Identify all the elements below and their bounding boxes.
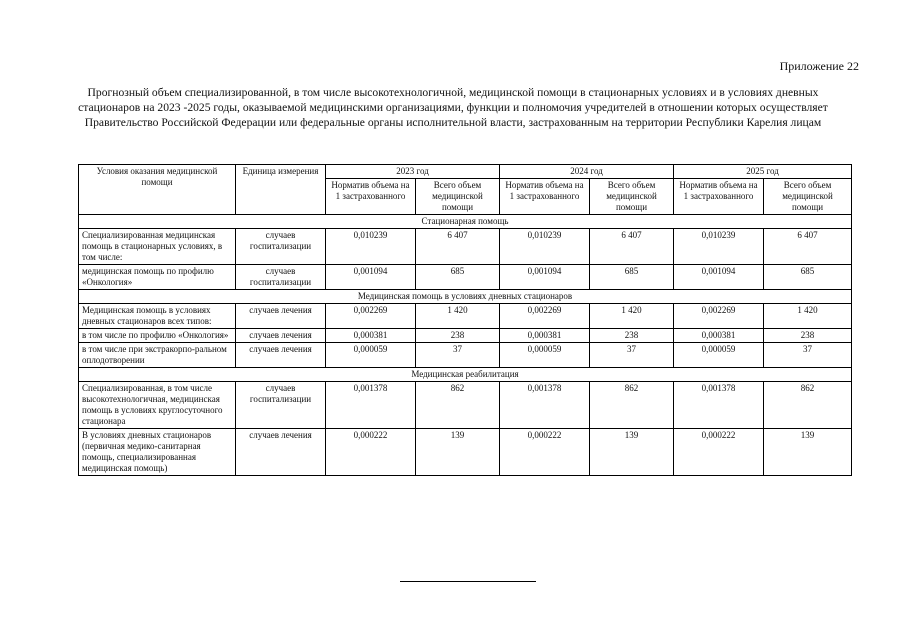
row-name: Медицинская помощь в условиях дневных стационаров всех типов: xyxy=(79,304,236,329)
total-value: 139 xyxy=(590,429,674,476)
header-norm: Норматив объема на 1 застрахованного xyxy=(674,179,764,215)
row-name: В условиях дневных стационаров (первичная медико-санитарная помощь, специализированная медицинская помощь) xyxy=(79,429,236,476)
norm-value: 0,001378 xyxy=(326,382,416,429)
total-value: 685 xyxy=(416,265,500,290)
volume-table xyxy=(78,164,852,476)
total-value: 6 407 xyxy=(590,229,674,265)
total-value: 139 xyxy=(764,429,852,476)
total-value: 862 xyxy=(764,382,852,429)
section-title: Медицинская реабилитация xyxy=(79,368,852,382)
total-value: 139 xyxy=(416,429,500,476)
section-row xyxy=(79,290,852,304)
norm-value: 0,000059 xyxy=(500,343,590,368)
table-row xyxy=(79,329,852,343)
total-value: 37 xyxy=(764,343,852,368)
norm-value: 0,001094 xyxy=(500,265,590,290)
total-value: 862 xyxy=(590,382,674,429)
header-norm: Норматив объема на 1 застрахованного xyxy=(500,179,590,215)
header-year-2025: 2025 год xyxy=(674,165,852,179)
row-unit: случаев госпитализации xyxy=(236,265,326,290)
row-name: в том числе по профилю «Онкология» xyxy=(79,329,236,343)
norm-value: 0,000381 xyxy=(674,329,764,343)
norm-value: 0,000381 xyxy=(500,329,590,343)
row-unit: случаев лечения xyxy=(236,429,326,476)
norm-value: 0,000059 xyxy=(326,343,416,368)
table-row xyxy=(79,304,852,329)
footer-divider xyxy=(400,581,536,582)
norm-value: 0,001378 xyxy=(500,382,590,429)
norm-value: 0,010239 xyxy=(326,229,416,265)
row-unit: случаев госпитализации xyxy=(236,382,326,429)
table-row xyxy=(79,229,852,265)
norm-value: 0,000222 xyxy=(326,429,416,476)
header-total: Всего объем медицинской помощи xyxy=(764,179,852,215)
total-value: 238 xyxy=(764,329,852,343)
section-title: Медицинская помощь в условиях дневных стационаров xyxy=(79,290,852,304)
row-name: Специализированная, в том числе высокотехнологичная, медицинская помощь в условиях круглосуточного стационара xyxy=(79,382,236,429)
norm-value: 0,002269 xyxy=(326,304,416,329)
header-total: Всего объем медицинской помощи xyxy=(416,179,500,215)
appendix-label: Приложение 22 xyxy=(779,59,859,73)
total-value: 1 420 xyxy=(416,304,500,329)
document-title: Прогнозный объем специализированной, в том числе высокотехнологичной, медицинской помощи в стационарных условиях и в условиях дневных стационаров на 2023 -2025 годы, оказываемой медицинскими организациями, функции и полномочия учредителей в отношении которых осуществляет Правительство Российской Федерации или федеральные органы исполнительной власти, застрахованным на территории Республики Карелия лицам xyxy=(78,86,828,129)
total-value: 862 xyxy=(416,382,500,429)
norm-value: 0,001094 xyxy=(326,265,416,290)
row-name: Специализированная медицинская помощь в стационарных условиях, в том числе: xyxy=(79,229,236,265)
table-row xyxy=(79,429,852,476)
row-unit: случаев лечения xyxy=(236,304,326,329)
norm-value: 0,002269 xyxy=(674,304,764,329)
row-unit: случаев госпитализации xyxy=(236,229,326,265)
row-unit: случаев лечения xyxy=(236,343,326,368)
total-value: 685 xyxy=(764,265,852,290)
norm-value: 0,000222 xyxy=(500,429,590,476)
header-norm: Норматив объема на 1 застрахованного xyxy=(326,179,416,215)
table-row xyxy=(79,265,852,290)
section-row xyxy=(79,215,852,229)
header-unit: Единица измерения xyxy=(236,165,326,215)
table-row xyxy=(79,343,852,368)
norm-value: 0,001094 xyxy=(674,265,764,290)
total-value: 1 420 xyxy=(590,304,674,329)
header-conditions: Условия оказания медицинской помощи xyxy=(79,165,236,215)
total-value: 1 420 xyxy=(764,304,852,329)
norm-value: 0,001378 xyxy=(674,382,764,429)
norm-value: 0,010239 xyxy=(674,229,764,265)
total-value: 6 407 xyxy=(416,229,500,265)
header-year-2024: 2024 год xyxy=(500,165,674,179)
norm-value: 0,000059 xyxy=(674,343,764,368)
total-value: 685 xyxy=(590,265,674,290)
norm-value: 0,000381 xyxy=(326,329,416,343)
norm-value: 0,002269 xyxy=(500,304,590,329)
header-total: Всего объем медицинской помощи xyxy=(590,179,674,215)
total-value: 37 xyxy=(590,343,674,368)
total-value: 6 407 xyxy=(764,229,852,265)
norm-value: 0,000222 xyxy=(674,429,764,476)
norm-value: 0,010239 xyxy=(500,229,590,265)
row-unit: случаев лечения xyxy=(236,329,326,343)
row-name: медицинская помощь по профилю «Онкология» xyxy=(79,265,236,290)
header-year-2023: 2023 год xyxy=(326,165,500,179)
table-row xyxy=(79,382,852,429)
total-value: 238 xyxy=(590,329,674,343)
section-row xyxy=(79,368,852,382)
section-title: Стационарная помощь xyxy=(79,215,852,229)
total-value: 37 xyxy=(416,343,500,368)
row-name: в том числе при экстракорпо-ральном оплодотворении xyxy=(79,343,236,368)
total-value: 238 xyxy=(416,329,500,343)
